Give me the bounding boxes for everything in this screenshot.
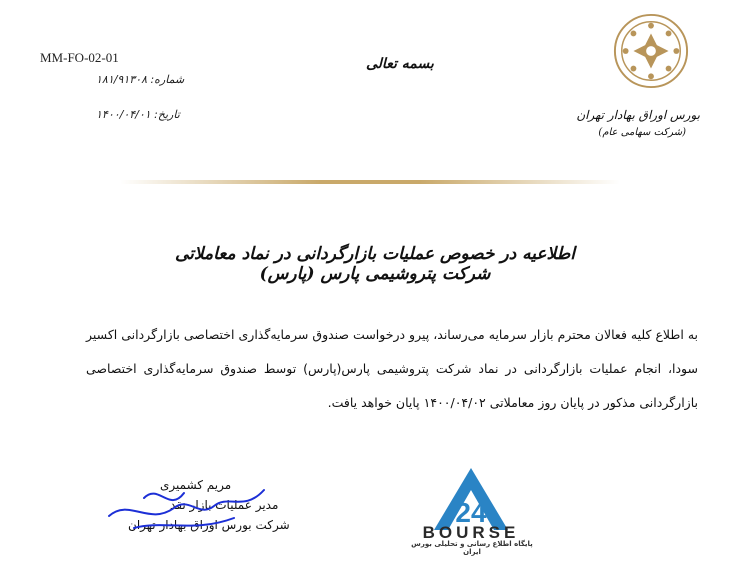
bourse-logo-caption: پایگاه اطلاع رسانی و تحلیلی بورس ایران bbox=[411, 540, 533, 556]
header-divider bbox=[120, 180, 620, 184]
bourse-logo-text: BOURSE bbox=[422, 523, 520, 542]
organization-subtitle: (شرکت سهامی عام) bbox=[598, 127, 686, 138]
bourse-logo-number: 24 bbox=[455, 497, 487, 528]
organization-name: بورس اوراق بهادار تهران bbox=[576, 108, 700, 122]
form-code: MM-FO-02-01 bbox=[40, 50, 119, 65]
announcement-body: به اطلاع کلیه فعالان محترم بازار سرمایه می‌رساند، پیرو درخواست صندوق سرمایه‌گذاری اختصاصی بازارگردانی اکسیر سودا، انجام عملیات بازارگردانی در نماد شرکت پتروشیمی پارس(پارس) توسط صندوق سرمایه‌گذاری اختصاصی بازارگردانی مذکور در پایان روز معاملاتی ۱۴۰۰/۰۴/۰۲ پایان خواهد یافت. bbox=[86, 327, 698, 410]
letter-number: شماره: ۱۸۱/۹۱۳۰۸ bbox=[96, 73, 185, 86]
signatory-name: مریم کشمیری bbox=[160, 478, 232, 492]
signatory-title: مدیر عملیات بازار نقد bbox=[170, 498, 279, 512]
basmala-heading: بسمه تعالی bbox=[366, 56, 434, 72]
tse-emblem-icon bbox=[612, 12, 690, 90]
signatory-organization: شرکت بورس اوراق بهادار تهران bbox=[128, 518, 290, 532]
document-title: اطلاعیه در خصوص عملیات بازارگردانی در نماد معاملاتی شرکت پتروشیمی پارس (پارس) bbox=[175, 244, 575, 284]
letter-date: تاریخ: ۱۴۰۰/۰۴/۰۱ bbox=[96, 108, 180, 121]
handwritten-signature bbox=[104, 478, 274, 538]
